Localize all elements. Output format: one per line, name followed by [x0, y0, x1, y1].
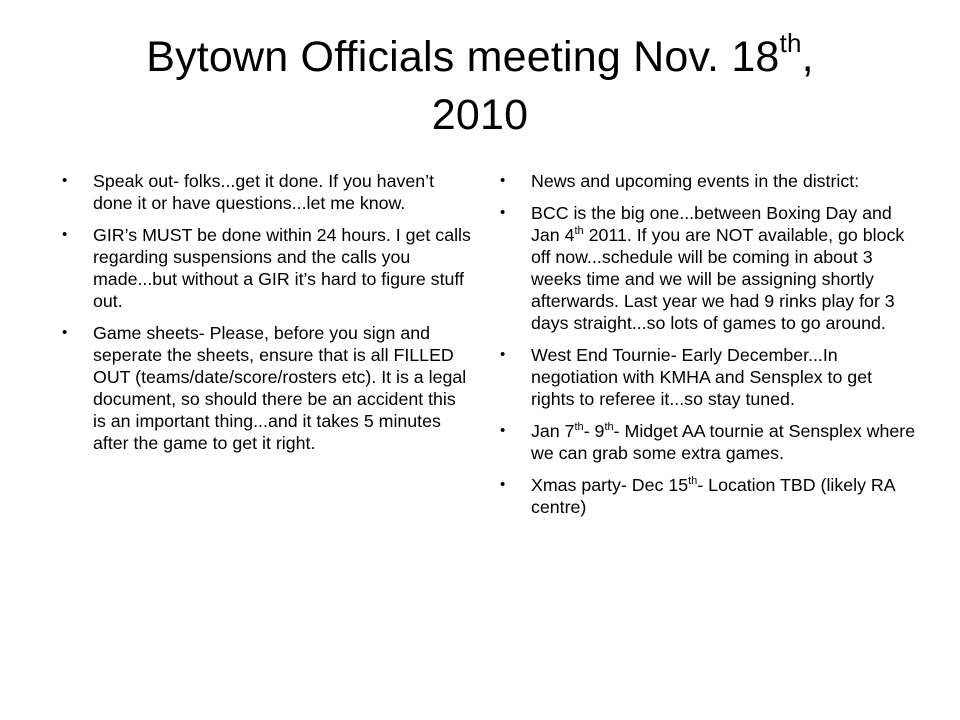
bullet-icon: •	[500, 204, 506, 221]
bullet-text-pre: Xmas party- Dec 15	[531, 475, 689, 495]
slide-title	[70, 28, 890, 144]
bullet-text: Game sheets- Please, before you sign and seperate the sheets, ensure that is all FILLED OUT (teams/date/score/rosters etc). It is a legal document, so should there be an accident this is an important thing...and it takes 5 minutes after the game to get it right.	[93, 323, 467, 453]
bullet-icon: •	[500, 422, 506, 439]
bullet-icon: •	[500, 476, 506, 493]
list-item	[500, 202, 918, 334]
bullet-text-post: - Midget AA tournie at Sensplex where we can grab some extra games.	[531, 421, 916, 463]
bullet-icon: •	[500, 346, 506, 363]
bullet-superscript: th	[604, 421, 614, 434]
bullet-text-post: 2011. If you are NOT available, go block off now...schedule will be coming in about 3 weeks time and we will be assigning shortly afterwards. Last year we had 9 rinks play for 3 days straight...so lots of games to go around.	[531, 225, 905, 333]
list-item	[500, 474, 918, 518]
bullet-text: News and upcoming events in the district:	[531, 171, 860, 191]
bullet-text-mid: - 9	[583, 421, 605, 441]
bullet-icon: •	[500, 172, 506, 189]
title-superscript: th	[779, 27, 802, 58]
bullet-icon: •	[62, 324, 68, 341]
bullet-superscript: th	[574, 421, 584, 434]
right-bullet-list	[500, 170, 918, 528]
bullet-text-post: - Location TBD (likely RA centre)	[531, 475, 895, 517]
bullet-text: GIR’s MUST be done within 24 hours. I get calls regarding suspensions and the calls you made...but without a GIR it’s hard to figure stuff out.	[93, 225, 471, 311]
left-bullet-list	[62, 170, 472, 464]
bullet-icon: •	[62, 226, 68, 243]
bullet-icon: •	[62, 172, 68, 189]
list-item	[500, 170, 918, 192]
title-main: Bytown Officials meeting Nov. 18	[146, 33, 780, 81]
list-item	[62, 322, 472, 454]
bullet-text: Speak out- folks...get it done. If you haven’t done it or have questions...let me know.	[93, 171, 435, 213]
bullet-superscript: th	[574, 225, 584, 238]
bullet-text: West End Tournie- Early December...In negotiation with KMHA and Sensplex to get rights to referee it...so stay tuned.	[531, 345, 873, 409]
list-item	[62, 170, 472, 214]
bullet-text-pre: BCC is the big one...between Boxing Day and Jan 4	[531, 203, 892, 245]
list-item	[500, 344, 918, 410]
title-year: 2010	[431, 91, 529, 139]
list-item	[500, 420, 918, 464]
list-item	[62, 224, 472, 312]
bullet-text-pre: Jan 7	[531, 421, 575, 441]
bullet-superscript: th	[688, 475, 698, 488]
title-comma: ,	[801, 33, 814, 81]
